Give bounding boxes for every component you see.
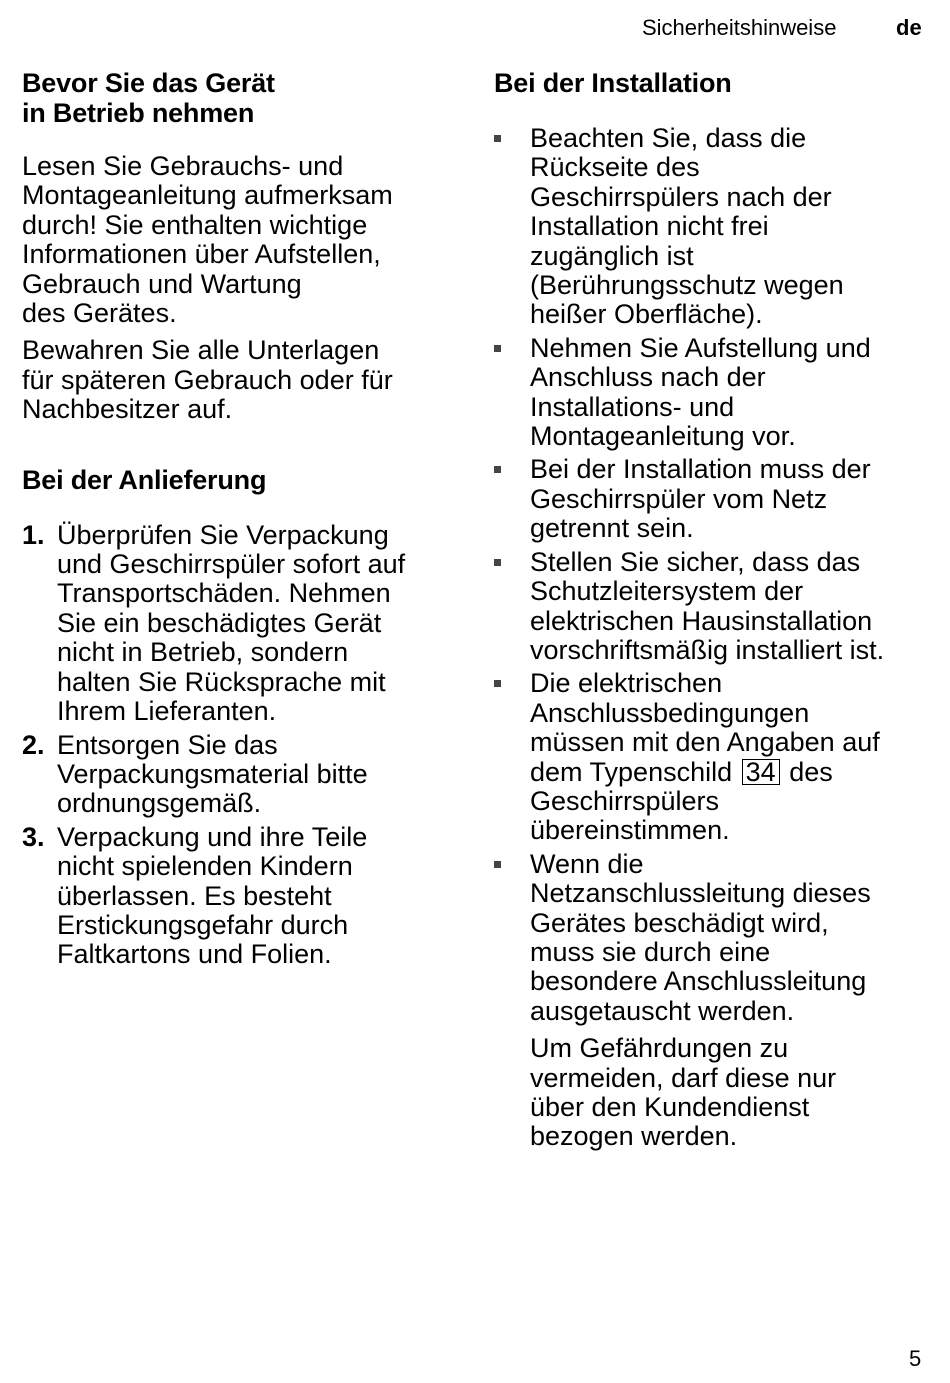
list-item (22, 731, 462, 819)
bullet-square-icon (494, 861, 501, 868)
step-text: Verpackung und ihre Teile nicht spielenden Kindern überlassen. Es besteht Erstickungsgefahr durch Faltkartons und Folien. (57, 821, 368, 970)
bullet-square-icon (494, 559, 501, 566)
left-column (22, 68, 462, 974)
bullet-square-icon (494, 680, 501, 687)
bullet-text: Wenn die Netzanschlussleitung dieses Gerätes beschädigt wird, muss sie durch eine besondere Anschlussleitung ausgetauscht werden. (530, 848, 871, 1026)
list-item (494, 669, 934, 845)
figure-reference-box: 34 (742, 759, 780, 785)
list-item (494, 124, 934, 330)
running-header-section: Sicherheitshinweise (642, 15, 837, 40)
list-item (22, 823, 462, 970)
bullet-text: Bei der Installation muss der Geschirrspüler vom Netz getrennt sein. (530, 454, 871, 544)
list-item (494, 334, 934, 452)
delivery-steps-list (22, 521, 462, 970)
list-item (494, 455, 934, 543)
heading-on-delivery: Bei der Anlieferung (22, 464, 267, 495)
right-column (494, 68, 934, 1156)
list-item (22, 521, 462, 727)
bullet-extra-text: Um Gefährdungen zu vermeiden, darf diese nur über den Kundendienst bezogen werden. (530, 1033, 837, 1152)
bullet-square-icon (494, 135, 501, 142)
heading-before-use: Bevor Sie das Gerät in Betrieb nehmen (22, 68, 275, 128)
page-number: 5 (909, 1346, 922, 1371)
bullet-square-icon (494, 345, 501, 352)
bullet-text (530, 669, 934, 845)
bullet-text-before-ref: Die elektrischen Anschlussbedingungen müssen mit den Angaben auf dem Typenschild (530, 668, 880, 787)
paragraph-read-instructions: Lesen Sie Gebrauchs- und Montageanleitung aufmerksam durch! Sie enthalten wichtige Informationen über Aufstellen, Gebrauch und Wartung des Gerätes. (22, 151, 393, 329)
paragraph-keep-documents: Bewahren Sie alle Unterlagen für späteren Gebrauch oder für Nachbesitzer auf. (22, 335, 393, 425)
step-text: Überprüfen Sie Verpackung und Geschirrspüler sofort auf Transportschäden. Nehmen Sie ein beschädigtes Gerät nicht in Betrieb, sondern halten Sie Rücksprache mit Ihrem Lieferanten. (57, 519, 406, 727)
bullet-text: Beachten Sie, dass die Rückseite des Geschirrspülers nach der Installation nicht frei zugänglich ist (Berührungsschutz wegen heißer Oberfläche). (530, 123, 844, 330)
step-number: 1. (22, 519, 45, 550)
bullet-text: Stellen Sie sicher, dass das Schutzleitersystem der elektrischen Hausinstallation vorschriftsmäßig installiert ist. (530, 546, 885, 665)
bullet-text: Nehmen Sie Aufstellung und Anschluss nach der Installations- und Montageanleitung vor. (530, 332, 871, 452)
step-number: 2. (22, 729, 45, 760)
bullet-square-icon (494, 466, 501, 473)
installation-bullet-list (494, 124, 934, 1152)
bullet-text-after-ref: des Geschirrspülers übereinstimmen. (530, 756, 833, 846)
heading-installation: Bei der Installation (494, 68, 732, 98)
step-text: Entsorgen Sie das Verpackungsmaterial bitte ordnungsgemäß. (57, 729, 368, 819)
list-item (494, 850, 934, 1152)
step-number: 3. (22, 821, 45, 852)
running-header-language: de (896, 15, 922, 40)
list-item (494, 548, 934, 666)
